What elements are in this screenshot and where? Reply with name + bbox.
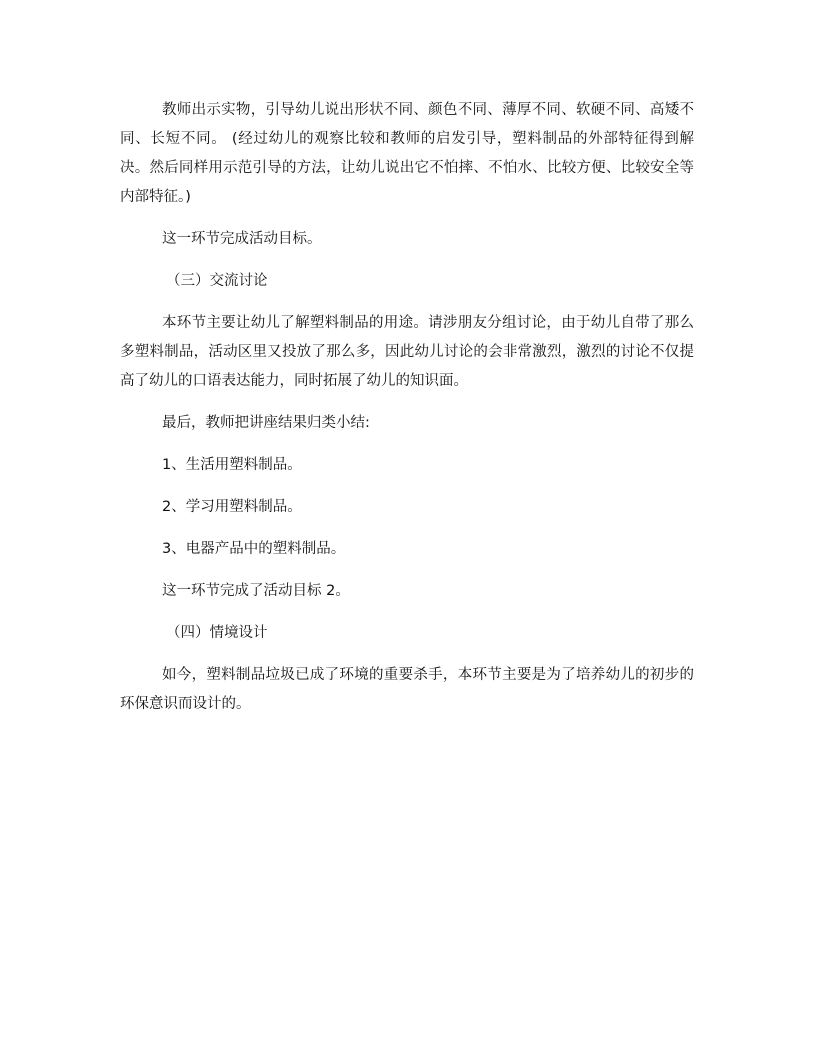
paragraph-goal-2: 这一环节完成了活动目标 2。 xyxy=(162,583,350,599)
section-heading-discussion: （三）交流讨论 xyxy=(166,273,268,289)
paragraph-goal-1: 这一环节完成活动目标。 xyxy=(162,231,322,247)
paragraph-discussion: 本环节主要让幼儿了解塑料制品的用途。请涉朋友分组讨论，由于幼儿自带了那么多塑料制品，活动区里又投放了那么多，因此幼儿讨论的会非常激烈，激烈的讨论不仅提高了幼儿的口语表达能力，同时拓展了幼儿的知识面。 xyxy=(120,315,694,389)
list-item-2: 2、学习用塑料制品。 xyxy=(162,499,302,515)
paragraph-scenario: 如今，塑料制品垃圾已成了环境的重要杀手，本环节主要是为了培养幼儿的初步的环保意识而设计的。 xyxy=(120,667,694,712)
section-heading-scenario: （四）情境设计 xyxy=(166,625,268,641)
paragraph-summary: 最后，教师把讲座结果归类小结: xyxy=(162,415,370,431)
document-page xyxy=(120,96,694,719)
list-item-1: 1、生活用塑料制品。 xyxy=(162,457,302,473)
paragraph-intro: 教师出示实物，引导幼儿说出形状不同、颜色不同、薄厚不同、软硬不同、高矮不同、长短不同。 (经过幼儿的观察比较和教师的启发引导，塑料制品的外部特征得到解决。然后同样用示范引导的方法，让幼儿说出它不怕摔、不怕水、比较方便、比较安全等内部特征。) xyxy=(120,102,694,205)
list-item-3: 3、电器产品中的塑料制品。 xyxy=(162,541,346,557)
